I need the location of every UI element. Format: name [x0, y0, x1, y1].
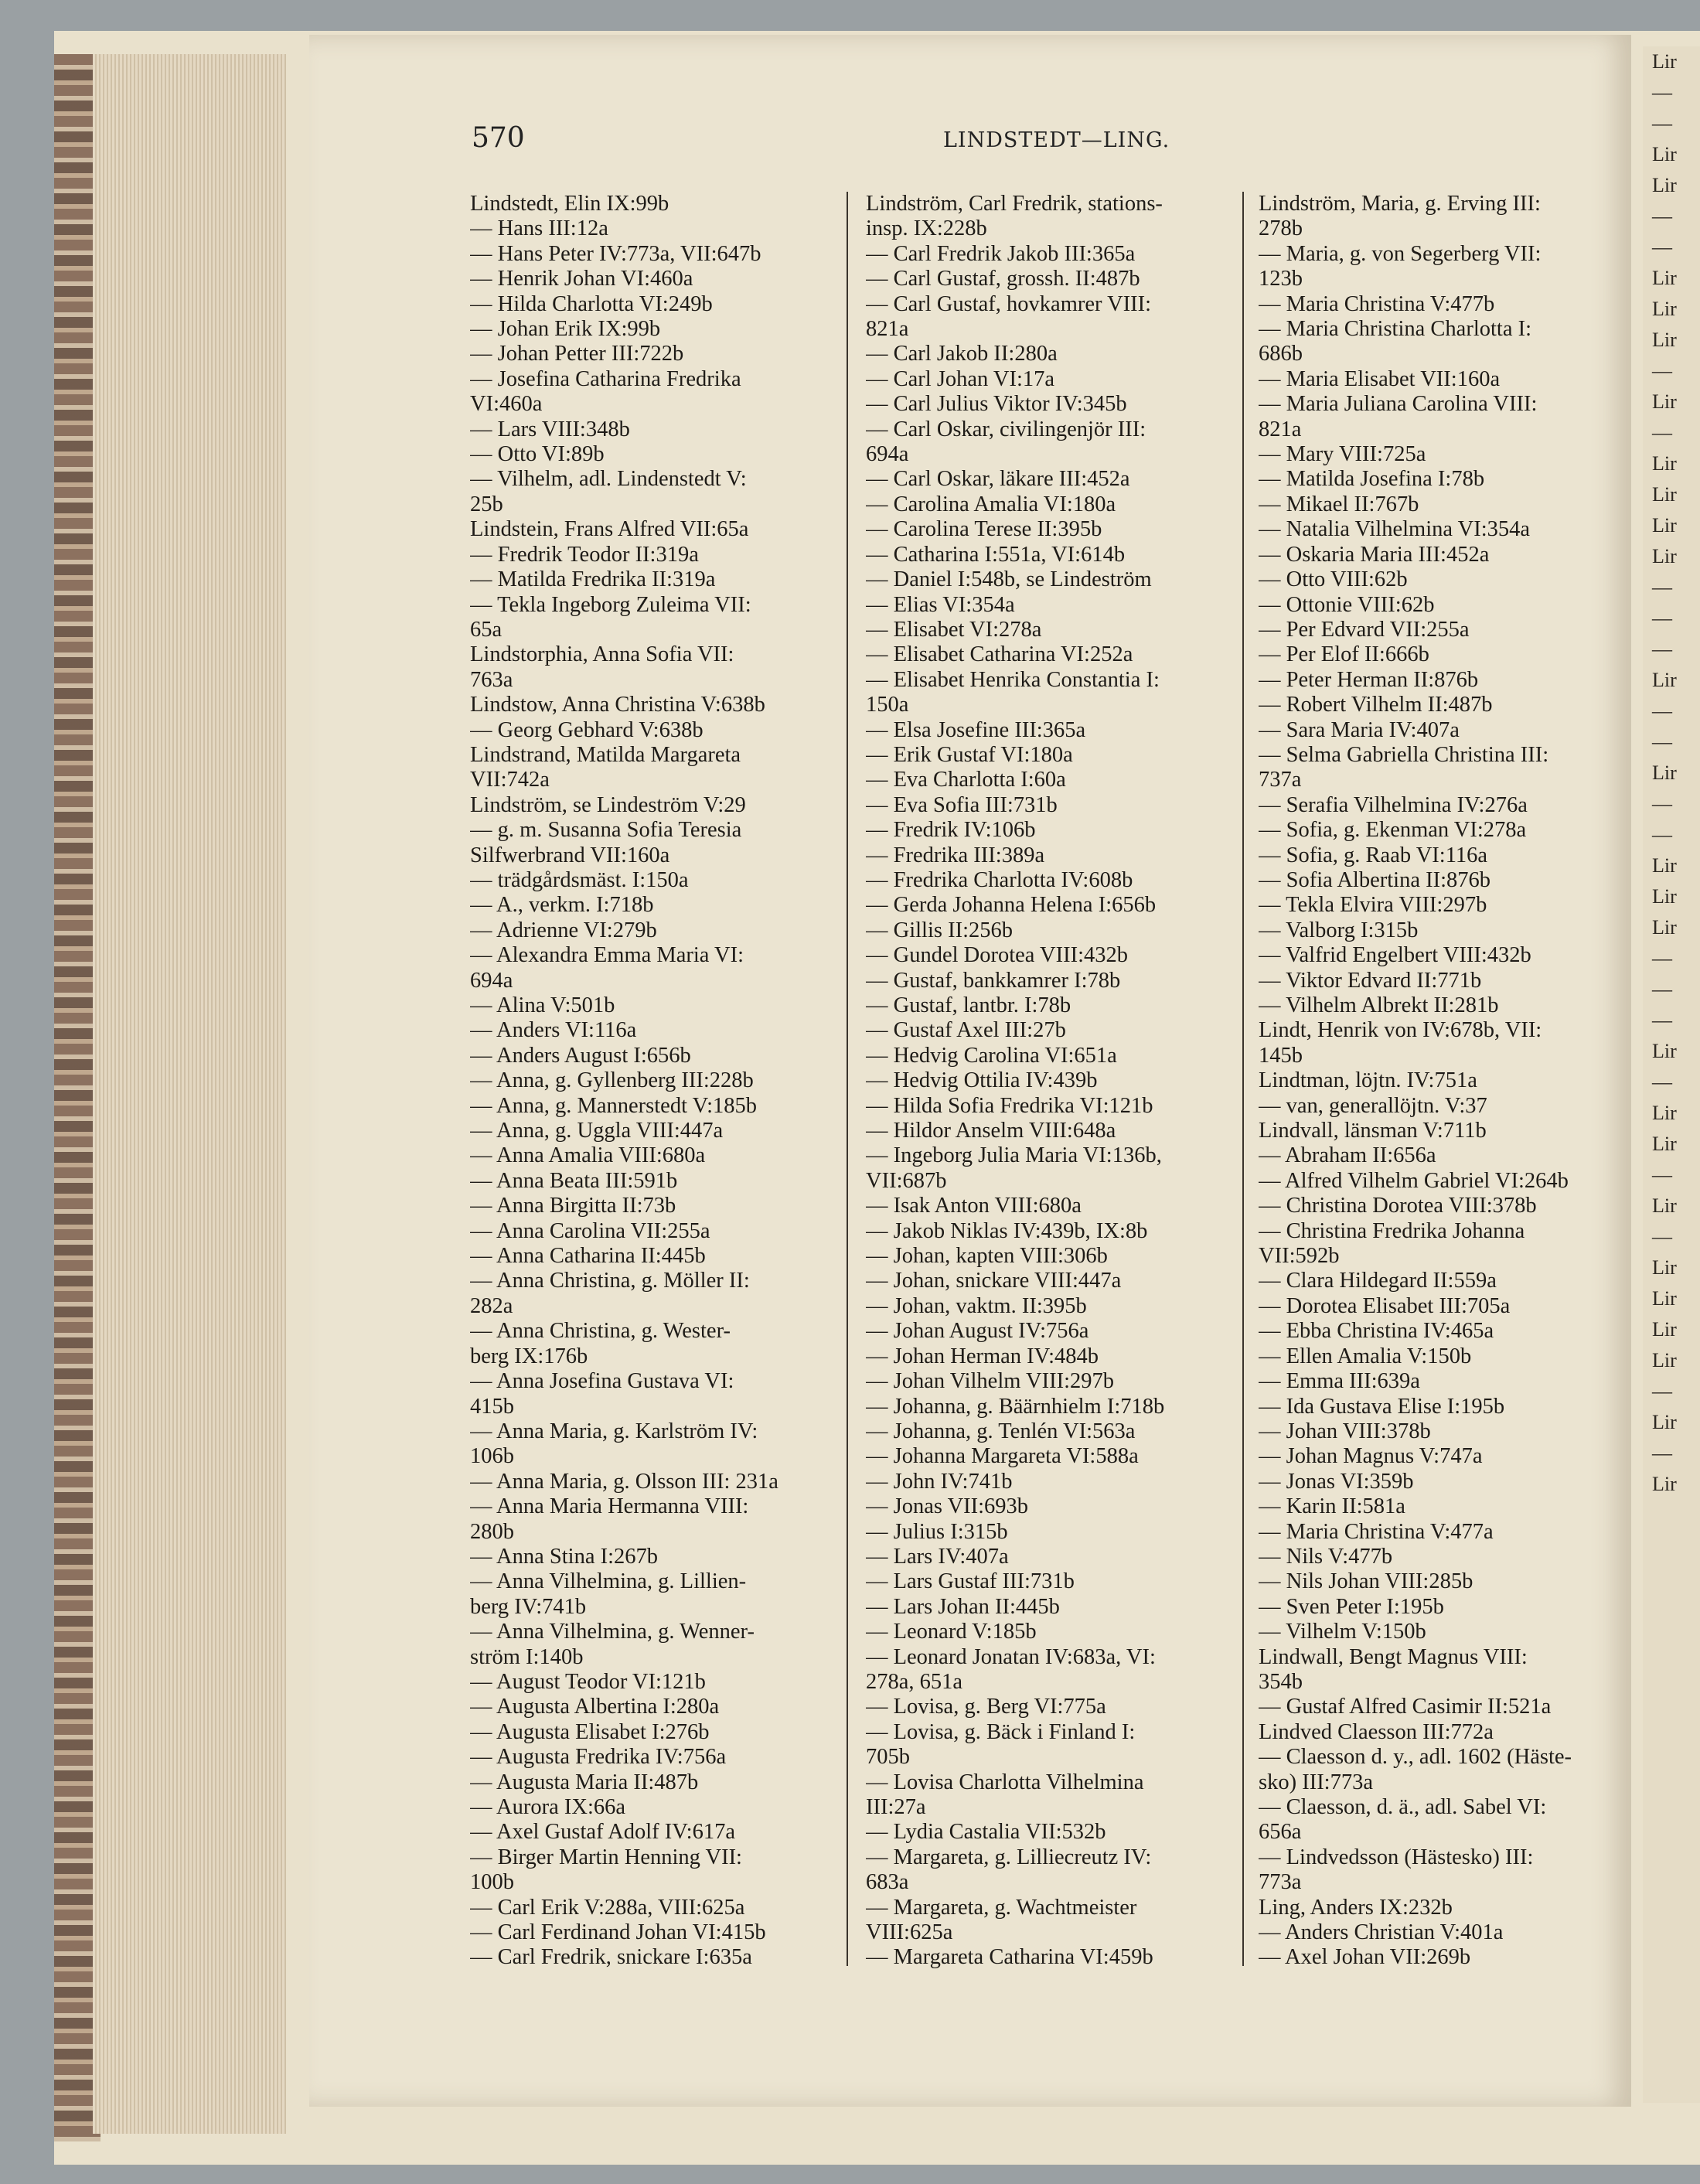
- index-entry-line: — Anna Birgitta II:73b: [470, 1194, 676, 1218]
- index-entry-line: — Margareta, g. Lilliecreutz IV:: [866, 1845, 1152, 1869]
- index-entry-line: — Lydia Castalia VII:532b: [866, 1820, 1106, 1845]
- index-entry-line: VII:592b: [1259, 1244, 1340, 1269]
- index-entry-line: — Valborg I:315b: [1259, 918, 1419, 942]
- index-entry-line: — Josefina Catharina Fredrika: [470, 366, 741, 391]
- index-entry-line: — Sofia, g. Raab VI:116a: [1259, 843, 1488, 867]
- index-entry-line: — Mary VIII:725a: [1259, 442, 1426, 467]
- index-entry-line: berg IV:741b: [470, 1594, 587, 1619]
- index-entry-line: 25b: [470, 492, 503, 516]
- index-entry-line: — Augusta Maria II:487b: [470, 1770, 699, 1794]
- next-page-fragment: Lir: [1652, 514, 1677, 537]
- next-page-fragment: —: [1652, 792, 1672, 815]
- index-entry-line: — Johan VIII:378b: [1259, 1419, 1431, 1443]
- index-entry-line: — Mikael II:767b: [1259, 492, 1419, 516]
- index-entry-line: — Carl Gustaf, grossh. II:487b: [866, 267, 1140, 291]
- index-entry-line: — Alfred Vilhelm Gabriel VI:264b: [1259, 1168, 1569, 1193]
- index-entry-line: — Sofia, g. Ekenman VI:278a: [1259, 818, 1527, 843]
- next-page-fragment: —: [1652, 638, 1672, 660]
- index-entry-line: — Dorotea Elisabet III:705a: [1259, 1293, 1511, 1318]
- index-entry-line: — Sara Maria IV:407a: [1259, 717, 1460, 742]
- next-page-fragment: —: [1652, 978, 1672, 1000]
- next-page-fragment: —: [1652, 1009, 1672, 1031]
- index-entry-line: Lindvall, länsman V:711b: [1259, 1119, 1487, 1143]
- index-entry-line: — Lovisa, g. Berg VI:775a: [866, 1695, 1106, 1719]
- index-entry-line: — Elisabet Catharina VI:252a: [866, 642, 1133, 667]
- index-entry-line: — August Teodor VI:121b: [470, 1669, 706, 1694]
- index-entry-line: 821a: [866, 317, 909, 342]
- index-entry-line: — Ingeborg Julia Maria VI:136b,: [866, 1143, 1162, 1168]
- index-entry-line: — Lindvedsson (Hästesko) III:: [1259, 1845, 1534, 1869]
- index-entry-line: — Ebba Christina IV:465a: [1259, 1319, 1494, 1344]
- index-entry-line: 821a: [1259, 417, 1302, 441]
- index-entry-line: — Gustaf, bankkamrer I:78b: [866, 968, 1121, 993]
- index-entry-line: — Johan Magnus V:747a: [1259, 1444, 1483, 1469]
- index-entry-line: — Carl Ferdinand Johan VI:415b: [470, 1920, 766, 1945]
- next-page-fragment: Lir: [1652, 50, 1677, 73]
- next-page-fragment: —: [1652, 81, 1672, 104]
- index-entry-line: — Anna Maria, g. Olsson III: 231a: [470, 1469, 778, 1494]
- index-entry-line: — Maria, g. von Segerberg VII:: [1259, 241, 1542, 266]
- index-entry-line: — Hedvig Carolina VI:651a: [866, 1043, 1117, 1068]
- index-entry-line: Lindstein, Frans Alfred VII:65a: [470, 517, 749, 542]
- index-entry-line: — Carl Johan VI:17a: [866, 366, 1055, 391]
- next-page-fragment: Lir: [1652, 1349, 1677, 1371]
- index-entry-line: Lindstow, Anna Christina V:638b: [470, 693, 765, 717]
- index-entry-line: — Hedvig Ottilia IV:439b: [866, 1068, 1098, 1093]
- index-entry-line: — Hildor Anselm VIII:648a: [866, 1119, 1116, 1143]
- index-entry-line: — A., verkm. I:718b: [470, 893, 654, 918]
- index-entry-line: 282a: [470, 1293, 513, 1318]
- index-entry-line: — Tekla Ingeborg Zuleima VII:: [470, 592, 751, 617]
- index-entry-line: — Gillis II:256b: [866, 918, 1013, 942]
- index-entry-line: insp. IX:228b: [866, 216, 987, 241]
- next-page-edge: [1643, 46, 1700, 2103]
- index-entry-line: — John IV:741b: [866, 1469, 1013, 1494]
- index-entry-line: — Johanna, g. Bäärnhielm I:718b: [866, 1394, 1165, 1419]
- index-entry-line: — Christina Dorotea VIII:378b: [1259, 1194, 1537, 1218]
- index-entry-line: — Lars VIII:348b: [470, 417, 630, 441]
- next-page-fragment: Lir: [1652, 854, 1677, 877]
- next-page-fragment: —: [1652, 112, 1672, 135]
- index-entry-line: — Augusta Elisabet I:276b: [470, 1719, 710, 1744]
- index-entry-line: 705b: [866, 1745, 910, 1770]
- index-entry-line: 145b: [1259, 1043, 1303, 1068]
- next-page-fragment: Lir: [1652, 1256, 1677, 1279]
- index-entry-line: — Margareta Catharina VI:459b: [866, 1945, 1153, 1970]
- index-entry-line: — Anders Christian V:401a: [1259, 1920, 1504, 1945]
- index-entry-line: — Fredrik Teodor II:319a: [470, 542, 699, 567]
- index-entry-line: — Matilda Fredrika II:319a: [470, 567, 716, 592]
- index-entry-line: — Claesson d. y., adl. 1602 (Häste-: [1259, 1745, 1572, 1770]
- next-page-fragment: Lir: [1652, 483, 1677, 506]
- next-page-fragment: Lir: [1652, 390, 1677, 413]
- index-entry-line: — Anna Josefina Gustava VI:: [470, 1369, 734, 1394]
- index-entry-line: — Anna, g. Gyllenberg III:228b: [470, 1068, 754, 1093]
- index-entry-line: 278b: [1259, 216, 1303, 241]
- next-page-fragment: —: [1652, 1442, 1672, 1464]
- index-entry-line: — Maria Christina V:477b: [1259, 291, 1495, 316]
- index-entry-line: 773a: [1259, 1870, 1302, 1895]
- index-entry-line: Lindwall, Bengt Magnus VIII:: [1259, 1644, 1528, 1669]
- next-page-fragment: Lir: [1652, 885, 1677, 908]
- index-entry-line: — Leonard Jonatan IV:683a, VI:: [866, 1644, 1156, 1669]
- index-entry-line: — Jakob Niklas IV:439b, IX:8b: [866, 1218, 1148, 1243]
- index-entry-line: — Robert Vilhelm II:487b: [1259, 693, 1493, 717]
- index-entry-line: Lindström, se Lindeström V:29: [470, 792, 746, 817]
- index-entry-line: — Johan Petter III:722b: [470, 342, 684, 366]
- index-entry-line: — Maria Elisabet VII:160a: [1259, 366, 1501, 391]
- index-entry-line: 278a, 651a: [866, 1669, 963, 1694]
- index-entry-line: — Hilda Sofia Fredrika VI:121b: [866, 1093, 1153, 1118]
- index-entry-line: — Alexandra Emma Maria VI:: [470, 943, 744, 968]
- column-rule: [1242, 192, 1244, 1966]
- index-entry-line: — Henrik Johan VI:460a: [470, 267, 693, 291]
- index-entry-line: — Carl Erik V:288a, VIII:625a: [470, 1895, 745, 1920]
- index-entry-line: VI:460a: [470, 392, 543, 417]
- index-column-1: [470, 192, 833, 1971]
- next-page-fragment: —: [1652, 236, 1672, 258]
- next-page-fragment: Lir: [1652, 1040, 1677, 1062]
- index-entry-line: 763a: [470, 667, 513, 692]
- index-entry-line: — Lars Johan II:445b: [866, 1594, 1060, 1619]
- index-entry-line: — Vilhelm Albrekt II:281b: [1259, 993, 1499, 1017]
- next-page-fragment: Lir: [1652, 329, 1677, 351]
- index-entry-line: — Anna, g. Mannerstedt V:185b: [470, 1093, 757, 1118]
- index-entry-line: — Oskaria Maria III:452a: [1259, 542, 1490, 567]
- index-entry-line: — Karin II:581a: [1259, 1494, 1405, 1519]
- page-edges: [93, 54, 286, 2134]
- next-page-fragment: Lir: [1652, 174, 1677, 196]
- index-entry-line: — Carolina Terese II:395b: [866, 517, 1102, 542]
- index-entry-line: — Jonas VII:693b: [866, 1494, 1029, 1519]
- index-entry-line: — Elisabet Henrika Constantia I:: [866, 667, 1160, 692]
- index-entry-line: — Gustaf Alfred Casimir II:521a: [1259, 1695, 1552, 1719]
- index-entry-line: — Per Elof II:666b: [1259, 642, 1429, 667]
- index-entry-line: — Valfrid Engelbert VIII:432b: [1259, 943, 1531, 968]
- index-entry-line: — Augusta Albertina I:280a: [470, 1695, 720, 1719]
- index-entry-line: Lindstedt, Elin IX:99b: [470, 192, 669, 216]
- next-page-fragment: Lir: [1652, 916, 1677, 939]
- index-entry-line: — Lars Gustaf III:731b: [866, 1569, 1075, 1594]
- index-entry-line: — Gustaf, lantbr. I:78b: [866, 993, 1071, 1017]
- index-entry-line: — Elsa Josefine III:365a: [866, 717, 1086, 742]
- index-entry-line: VII:687b: [866, 1168, 947, 1193]
- index-entry-line: — Lars IV:407a: [866, 1544, 1009, 1569]
- index-entry-line: — Gerda Johanna Helena I:656b: [866, 893, 1157, 918]
- index-entry-line: — Claesson, d. ä., adl. Sabel VI:: [1259, 1795, 1547, 1819]
- index-entry-line: — Hans III:12a: [470, 216, 608, 241]
- index-entry-line: — Johan, snickare VIII:447a: [866, 1269, 1122, 1293]
- index-entry-line: Lindstrand, Matilda Margareta: [470, 742, 741, 767]
- index-entry-line: — Sven Peter I:195b: [1259, 1594, 1444, 1619]
- index-entry-line: 280b: [470, 1519, 514, 1544]
- index-entry-line: — Alina V:501b: [470, 993, 615, 1017]
- index-entry-line: — Anna Beata III:591b: [470, 1168, 678, 1193]
- next-page-fragment: —: [1652, 421, 1672, 444]
- index-entry-line: ström I:140b: [470, 1644, 584, 1669]
- index-entry-line: 65a: [470, 617, 503, 642]
- index-entry-line: — Carl Julius Viktor IV:345b: [866, 392, 1127, 417]
- index-entry-line: Silfwerbrand VII:160a: [470, 843, 670, 867]
- index-entry-line: — Gustaf Axel III:27b: [866, 1018, 1066, 1043]
- index-entry-line: — Anders August I:656b: [470, 1043, 691, 1068]
- index-entry-line: 354b: [1259, 1669, 1303, 1694]
- next-page-fragment: —: [1652, 205, 1672, 227]
- running-head: LINDSTEDT—LING.: [943, 128, 1170, 152]
- index-entry-line: — Ottonie VIII:62b: [1259, 592, 1435, 617]
- index-entry-line: — Nils V:477b: [1259, 1544, 1393, 1569]
- index-entry-line: — Jonas VI:359b: [1259, 1469, 1414, 1494]
- index-entry-line: — Vilhelm V:150b: [1259, 1620, 1426, 1644]
- next-page-fragment: —: [1652, 1225, 1672, 1248]
- index-entry-line: — Fredrika Charlotta IV:608b: [866, 867, 1133, 892]
- next-page-fragment: Lir: [1652, 1287, 1677, 1310]
- index-entry-line: 694a: [470, 968, 513, 993]
- next-page-fragment: Lir: [1652, 545, 1677, 567]
- page-number: 570: [472, 122, 525, 154]
- index-entry-line: Lindt, Henrik von IV:678b, VII:: [1259, 1018, 1542, 1043]
- index-entry-line: — Elisabet VI:278a: [866, 617, 1042, 642]
- index-entry-line: — Nils Johan VIII:285b: [1259, 1569, 1473, 1594]
- column-rule: [847, 192, 848, 1966]
- index-entry-line: — Fredrika III:389a: [866, 843, 1045, 867]
- index-entry-line: — Anna Amalia VIII:680a: [470, 1143, 706, 1168]
- next-page-fragment: —: [1652, 1380, 1672, 1402]
- index-entry-line: — Adrienne VI:279b: [470, 918, 657, 942]
- next-page-fragment: Lir: [1652, 452, 1677, 475]
- index-entry-line: — Leonard V:185b: [866, 1620, 1037, 1644]
- next-page-fragment: Lir: [1652, 1411, 1677, 1433]
- index-entry-line: — Anna Christina, g. Möller II:: [470, 1269, 750, 1293]
- index-entry-line: 656a: [1259, 1820, 1302, 1845]
- index-entry-line: 123b: [1259, 267, 1303, 291]
- index-entry-line: — van, generallöjtn. V:37: [1259, 1093, 1487, 1118]
- index-entry-line: 100b: [470, 1870, 514, 1895]
- next-page-fragment: Lir: [1652, 267, 1677, 289]
- index-entry-line: — Carl Fredrik Jakob III:365a: [866, 241, 1136, 266]
- index-entry-line: — Matilda Josefina I:78b: [1259, 467, 1485, 492]
- index-entry-line: — Aurora IX:66a: [470, 1795, 626, 1819]
- next-page-fragment: —: [1652, 700, 1672, 722]
- index-entry-line: — Hans Peter IV:773a, VII:647b: [470, 241, 761, 266]
- index-entry-line: — Maria Juliana Carolina VIII:: [1259, 392, 1538, 417]
- index-entry-line: — Anna Vilhelmina, g. Lillien-: [470, 1569, 747, 1594]
- next-page-fragment: Lir: [1652, 1318, 1677, 1341]
- index-entry-line: — Carolina Amalia VI:180a: [866, 492, 1116, 516]
- index-entry-line: — Per Edvard VII:255a: [1259, 617, 1470, 642]
- index-entry-line: — Johanna, g. Tenlén VI:563a: [866, 1419, 1136, 1443]
- next-page-fragment: Lir: [1652, 1194, 1677, 1217]
- index-entry-line: 150a: [866, 693, 909, 717]
- index-entry-line: — Abraham II:656a: [1259, 1143, 1436, 1168]
- index-entry-line: VII:742a: [470, 768, 550, 792]
- index-entry-line: Lindved Claesson III:772a: [1259, 1719, 1494, 1744]
- index-entry-line: — Serafia Vilhelmina IV:276a: [1259, 792, 1528, 817]
- index-entry-line: — Selma Gabriella Christina III:: [1259, 742, 1549, 767]
- next-page-fragment: —: [1652, 359, 1672, 382]
- index-entry-line: — Daniel I:548b, se Lindeström: [866, 567, 1152, 592]
- index-entry-line: — g. m. Susanna Sofia Teresia: [470, 818, 742, 843]
- index-entry-line: — Carl Jakob II:280a: [866, 342, 1058, 366]
- index-entry-line: — Augusta Fredrika IV:756a: [470, 1745, 727, 1770]
- index-entry-line: — Carl Oskar, civilingenjör III:: [866, 417, 1146, 441]
- index-entry-line: — Otto VIII:62b: [1259, 567, 1408, 592]
- index-entry-line: — Clara Hildegard II:559a: [1259, 1269, 1497, 1293]
- index-entry-line: — Hilda Charlotta VI:249b: [470, 291, 713, 316]
- index-entry-line: — Eva Sofia III:731b: [866, 792, 1058, 817]
- index-entry-line: — Carl Oskar, läkare III:452a: [866, 467, 1130, 492]
- index-entry-line: 683a: [866, 1870, 909, 1895]
- index-entry-line: — Ida Gustava Elise I:195b: [1259, 1394, 1505, 1419]
- index-entry-line: — trädgårdsmäst. I:150a: [470, 867, 689, 892]
- index-entry-line: — Axel Gustaf Adolf IV:617a: [470, 1820, 736, 1845]
- index-entry-line: — Lovisa Charlotta Vilhelmina: [866, 1770, 1144, 1794]
- index-entry-line: Lindström, Maria, g. Erving III:: [1259, 192, 1541, 216]
- index-entry-line: — Julius I:315b: [866, 1519, 1008, 1544]
- index-entry-line: — Isak Anton VIII:680a: [866, 1194, 1082, 1218]
- index-entry-line: — Elias VI:354a: [866, 592, 1015, 617]
- index-entry-line: — Tekla Elvira VIII:297b: [1259, 893, 1487, 918]
- next-page-fragment: —: [1652, 576, 1672, 598]
- next-page-fragment: —: [1652, 607, 1672, 629]
- index-entry-line: — Emma III:639a: [1259, 1369, 1420, 1394]
- index-entry-line: — Johan Vilhelm VIII:297b: [866, 1369, 1115, 1394]
- index-entry-line: — Anna, g. Uggla VIII:447a: [470, 1119, 724, 1143]
- index-entry-line: — Georg Gebhard V:638b: [470, 717, 704, 742]
- next-page-fragment: Lir: [1652, 762, 1677, 784]
- next-page-fragment: Lir: [1652, 298, 1677, 320]
- index-entry-line: — Ellen Amalia V:150b: [1259, 1344, 1472, 1368]
- index-entry-line: — Anna Vilhelmina, g. Wenner-: [470, 1620, 755, 1644]
- index-entry-line: — Gundel Dorotea VIII:432b: [866, 943, 1129, 968]
- index-entry-line: 686b: [1259, 342, 1303, 366]
- index-entry-line: sko) III:773a: [1259, 1770, 1373, 1794]
- next-page-fragment: Lir: [1652, 1133, 1677, 1155]
- index-entry-line: III:27a: [866, 1795, 926, 1819]
- index-entry-line: — Carl Gustaf, hovkamrer VIII:: [866, 291, 1152, 316]
- next-page-fragment: —: [1652, 1071, 1672, 1093]
- index-entry-line: — Johan, vaktm. II:395b: [866, 1293, 1087, 1318]
- index-entry-line: Lindtman, löjtn. IV:751a: [1259, 1068, 1477, 1093]
- index-entry-line: — Axel Johan VII:269b: [1259, 1945, 1471, 1970]
- next-page-fragment: Lir: [1652, 669, 1677, 691]
- index-entry-line: — Eva Charlotta I:60a: [866, 768, 1066, 792]
- index-entry-line: — Peter Herman II:876b: [1259, 667, 1479, 692]
- index-entry-line: 106b: [470, 1444, 514, 1469]
- next-page-fragment: —: [1652, 947, 1672, 969]
- index-entry-line: 415b: [470, 1394, 514, 1419]
- index-entry-line: — Anna Maria, g. Karlström IV:: [470, 1419, 758, 1443]
- next-page-fragment: —: [1652, 731, 1672, 753]
- index-entry-line: — Vilhelm, adl. Lindenstedt V:: [470, 467, 747, 492]
- index-entry-line: — Maria Christina V:477a: [1259, 1519, 1494, 1544]
- index-entry-line: — Johan August IV:756a: [866, 1319, 1089, 1344]
- index-entry-line: — Catharina I:551a, VI:614b: [866, 542, 1126, 567]
- index-entry-line: — Maria Christina Charlotta I:: [1259, 317, 1532, 342]
- index-entry-line: — Anna Christina, g. Wester-: [470, 1319, 731, 1344]
- index-entry-line: — Carl Fredrik, snickare I:635a: [470, 1945, 752, 1970]
- index-column-3: [1259, 192, 1610, 1971]
- index-entry-line: — Anna Catharina II:445b: [470, 1244, 706, 1269]
- index-entry-line: — Natalia Vilhelmina VI:354a: [1259, 517, 1531, 542]
- index-entry-line: 694a: [866, 442, 909, 467]
- index-entry-line: Lindström, Carl Fredrik, stations-: [866, 192, 1163, 216]
- index-entry-line: — Birger Martin Henning VII:: [470, 1845, 742, 1869]
- index-entry-line: — Johan, kapten VIII:306b: [866, 1244, 1108, 1269]
- index-entry-line: berg IX:176b: [470, 1344, 588, 1368]
- index-entry-line: — Johanna Margareta VI:588a: [866, 1444, 1139, 1469]
- index-entry-line: — Margareta, g. Wachtmeister: [866, 1895, 1137, 1920]
- next-page-fragment: —: [1652, 823, 1672, 846]
- index-entry-line: — Lovisa, g. Bäck i Finland I:: [866, 1719, 1136, 1744]
- index-entry-line: — Anna Maria Hermanna VIII:: [470, 1494, 749, 1519]
- index-entry-line: — Sofia Albertina II:876b: [1259, 867, 1490, 892]
- next-page-fragment: Lir: [1652, 1102, 1677, 1124]
- index-column-2: [866, 192, 1233, 1971]
- next-page-fragment: Lir: [1652, 1473, 1677, 1495]
- index-entry-line: — Viktor Edvard II:771b: [1259, 968, 1482, 993]
- next-page-fragment: Lir: [1652, 143, 1677, 165]
- index-entry-line: — Otto VI:89b: [470, 442, 605, 467]
- index-entry-line: — Fredrik IV:106b: [866, 818, 1036, 843]
- index-entry-line: — Johan Herman IV:484b: [866, 1344, 1099, 1368]
- index-entry-line: — Christina Fredrika Johanna: [1259, 1218, 1525, 1243]
- index-entry-line: — Anna Stina I:267b: [470, 1544, 659, 1569]
- index-entry-line: Lindstorphia, Anna Sofia VII:: [470, 642, 734, 667]
- index-entry-line: — Erik Gustaf VI:180a: [866, 742, 1073, 767]
- index-entry-line: Ling, Anders IX:232b: [1259, 1895, 1453, 1920]
- index-entry-line: 737a: [1259, 768, 1302, 792]
- next-page-fragment: —: [1652, 1164, 1672, 1186]
- index-entry-line: — Anna Carolina VII:255a: [470, 1218, 710, 1243]
- index-entry-line: VIII:625a: [866, 1920, 953, 1945]
- index-entry-line: — Anders VI:116a: [470, 1018, 637, 1043]
- index-entry-line: — Johan Erik IX:99b: [470, 317, 661, 342]
